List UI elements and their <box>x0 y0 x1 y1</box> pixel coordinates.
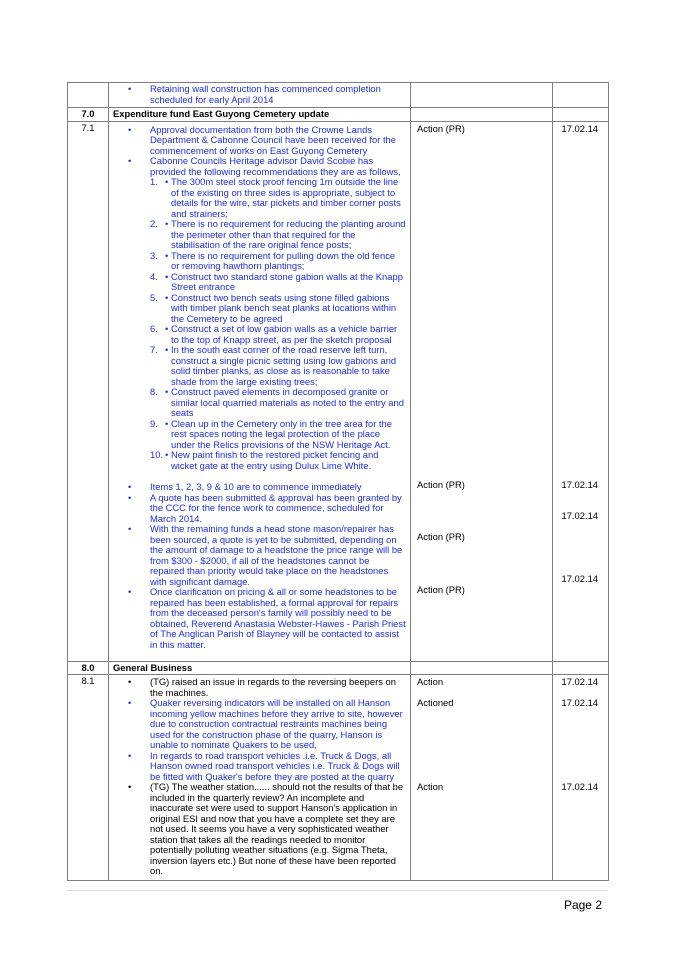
action-label: Action (PR) <box>417 583 465 595</box>
recommendation-number: • 8. <box>150 386 158 397</box>
recommendation-item <box>150 251 406 272</box>
action-cell <box>411 675 553 881</box>
recommendation-text: There is no requirement for pulling down the old fence or removing hawthorn plantings; <box>171 249 396 271</box>
recommendation-item <box>150 450 406 471</box>
recommendation-text: Construct two standard stone gabion walls at the Knapp Street entrance <box>171 270 403 292</box>
recommendation-text: In the south east corner of the road reserve left turn, construct a single picnic setting using low gabions and solid timber planks, as close as is reasonable to take shade from the large existing trees; <box>171 344 397 387</box>
recommendation-text: There is no requirement for reducing the planting around the perimeter other than that required for the stabilisation of the rare original fence posts; <box>171 218 406 250</box>
recommendation-item <box>150 219 406 251</box>
recommendations-list <box>150 177 406 471</box>
action-label: Action <box>417 676 444 687</box>
recommendation-number: • 3. <box>150 249 158 261</box>
minutes-table <box>67 82 609 881</box>
date-label: 17.02.14 <box>561 122 598 134</box>
item-description <box>109 121 411 661</box>
footer-divider <box>67 890 608 891</box>
recommendation-item <box>150 272 406 293</box>
recommendation-text: Construct a set of low gabion walls as a vehicle barrier to the top of Knapp street, as per the sketch proposal <box>171 323 398 345</box>
list-item: • A quote has been submitted & approval has been granted by the CCC for the fence work to commence, scheduled for March 2014. <box>113 493 406 525</box>
list-item <box>113 156 406 471</box>
recommendation-number: • 5. <box>150 291 158 303</box>
section-number: 7.0 <box>68 108 109 122</box>
recommendation-item <box>150 345 406 387</box>
recommendation-number: • 4. <box>150 270 158 282</box>
section-title: General Business <box>109 661 411 675</box>
list-item: • In regards to road transport vehicles .i.e. Truck & Dogs, all Hanson owned road transport vehicles i.e. Truck & Dogs will be fitted with Quaker's before they are posted at the quarry <box>113 751 406 783</box>
date-label: 17.02.14 <box>561 781 598 792</box>
recommendation-item <box>150 419 406 451</box>
date-label: 17.02.14 <box>561 697 598 708</box>
action-cell <box>411 121 553 661</box>
date-label: 17.02.14 <box>561 478 598 490</box>
section-header-row <box>68 661 609 675</box>
recommendation-number: • 7. <box>150 344 158 355</box>
list-item: • Items 1, 2, 3, 9 & 10 are to commence immediately <box>113 482 406 493</box>
action-label: Action <box>417 781 444 792</box>
action-label: Action (PR) <box>417 530 465 542</box>
list-item: • (TG) The weather station...... should not the results of that be included in the quarterly review? An incomplete and inaccurate set were used to support Hanson's application in original ESI and now that you have a complete set they are not used. It seems you have a very sophisticated weather station that takes all the readings needed to monitor potentially polluting weather situations (e.g. Sigma Theta, inversion layers etc.) But none of these have been reported on. <box>113 782 406 877</box>
recommendation-text: Construct two bench seats using stone filled gabions with timber plank bench seat planks at locations within the Cemetery to be agreed <box>171 291 397 324</box>
list-item: • Approval documentation from both the Crowne Lands Department & Cabonne Council have been received for the commencement of works on East Guyong Cemetery <box>113 125 406 157</box>
date-label: 17.02.14 <box>561 572 598 584</box>
page-number: Page 2 <box>563 898 602 912</box>
recommendation-number: • 6. <box>150 323 158 334</box>
date-label: 17.02.14 <box>561 509 598 521</box>
recommendation-item <box>150 387 406 419</box>
action-label: Action (PR) <box>417 122 465 134</box>
list-item: • Once clarification on pricing & all or some headstones to be repaired has been established, a formal approval for repairs from the deceased person's family will possibly need to be obtained, Reverend Anastasia Webster-Hawes - Parish Priest of The Anglican Parish of Blayney will be contacted to assist in this matter. <box>113 587 406 650</box>
table-row <box>68 675 609 881</box>
recommendation-item <box>150 177 406 219</box>
date-label: 17.02.14 <box>561 676 598 687</box>
recommendation-number: • 1. <box>150 176 158 187</box>
table-row <box>68 83 609 108</box>
table-row <box>68 121 609 661</box>
list-item: • Retaining wall construction has commenced completion scheduled for early April 2014 <box>113 84 406 105</box>
recommendation-number: • 10. <box>150 449 164 460</box>
action-label: Actioned <box>417 697 454 708</box>
recommendation-text: The 300m steel stock proof fencing 1m outside the line of the existing on three sides is appropriate, subject to details for the wire, star pickets and timber corner posts and strainers; <box>171 176 401 219</box>
recommendation-item <box>150 293 406 325</box>
list-item: • With the remaining funds a head stone mason/repairer has been sourced, a quote is yet to be submitted, depending on the amount of damage to a headstone the price range will be from $300 - $2000, if all of the headstones cannot be repaired than priority would take place on the headstones with significant damage. <box>113 524 406 587</box>
action-label: Action (PR) <box>417 478 465 490</box>
recommendation-item <box>150 324 406 345</box>
item-number: 8.1 <box>68 675 109 881</box>
recommendation-text: Construct paved elements in decomposed granite or similar local quarried materials as noted to the entry and seats <box>171 386 404 418</box>
date-cell <box>553 675 609 881</box>
recommendation-number: • 2. <box>150 218 158 229</box>
date-cell <box>553 121 609 661</box>
recommendation-text: New paint finish to the restored picket fencing and wicket gate at the entry using Dulux Lime White. <box>171 449 379 471</box>
list-item: • (TG) raised an issue in regards to the reversing beepers on the machines. <box>113 677 406 698</box>
recommendation-text: Clean up in the Cemetery only in the tree area for the rest spaces noting the legal protection of the place under the Relics provisions of the NSW Heritage Act. <box>171 417 392 450</box>
item-description <box>109 675 411 881</box>
section-title: Expenditure fund East Guyong Cemetery update <box>109 108 411 122</box>
list-item-text: Cabonne Councils Heritage advisor David Scobie has provided the following recommendations they are as follows, <box>150 155 401 177</box>
list-item: • Quaker reversing indicators will be installed on all Hanson incoming yellow machines before they arrive to site, however due to construction contractual restraints machines being used for the construction phase of the quarry, Hanson is unable to nominate Quakers to be used, <box>113 698 406 751</box>
item-number: 7.1 <box>68 121 109 661</box>
section-number: 8.0 <box>68 661 109 675</box>
recommendation-number: • 9. <box>150 417 158 429</box>
section-header-row <box>68 108 609 122</box>
